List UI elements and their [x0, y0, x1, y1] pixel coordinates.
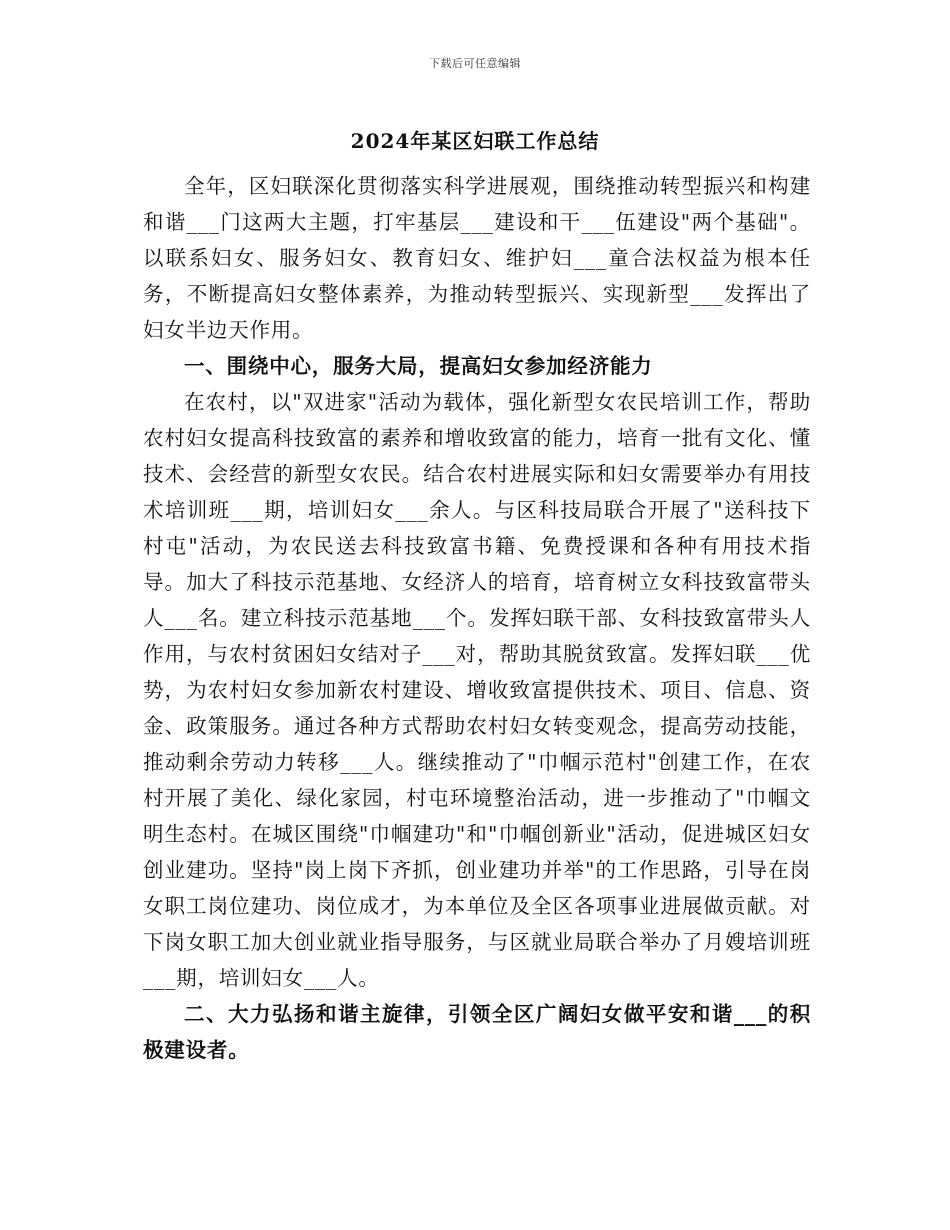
document-title: 2024年某区妇联工作总结	[350, 129, 600, 153]
section-1-paragraph: 在农村，以"双进家"活动为载体，强化新型女农民培训工作，帮助农村妇女提高科技致富的素养和增收致富的能力，培育一批有文化、懂技术、会经营的新型女农民。结合农村进展实际和妇女需要举办有用技术培训班___期，培训妇女___余人。与区科技局联合开展了"送科技下村屯"活动，为农民送去科技致富书籍、免费授课和各种有用技术指导。加大了科技示范基地、女经济人的培育，培育树立女科技致富带头人___名。建立科技示范基地___个。发挥妇联干部、女科技致富带头人作用，与农村贫困妇女结对子___对，帮助其脱贫致富。发挥妇联___优势，为农村妇女参加新农村建设、增收致富提供技术、项目、信息、资金、政策服务。通过各种方式帮助农村妇女转变观念，提高劳动技能，推动剩余劳动力转移___人。继续推动了"巾帼示范村"创建工作，在农村开展了美化、绿化家园，村屯环境整治活动，进一步推动了"巾帼文明生态村。在城区围绕"巾帼建功"和"巾帼创新业"活动，促进城区妇女创业建功。坚持"岗上岗下齐抓，创业建功并举"的工作思路，引导在岗女职工岗位建功、岗位成才，为本单位及全区各项事业进展做贡献。对下岗女职工加大创业就业指导服务，与区就业局联合举办了月嫂培训班___期，培训妇女___人。	[143, 390, 811, 990]
section-heading-2: 二、大力弘扬和谐主旋律，引领全区广阔妇女做平安和谐___的积极建设者。	[143, 1002, 811, 1062]
header-note: 下载后可任意编辑	[429, 57, 521, 70]
document-body	[143, 168, 811, 1068]
section-heading-1: 一、围绕中心，服务大局，提高妇女参加经济能力	[184, 354, 653, 378]
intro-paragraph: 全年，区妇联深化贯彻落实科学进展观，围绕推动转型振兴和构建和谐___门这两大主题，打牢基层___建设和干___伍建设"两个基础"。以联系妇女、服务妇女、教育妇女、维护妇___童合法权益为根本任务，不断提高妇女整体素养，为推动转型振兴、实现新型___发挥出了妇女半边天作用。	[143, 174, 811, 342]
